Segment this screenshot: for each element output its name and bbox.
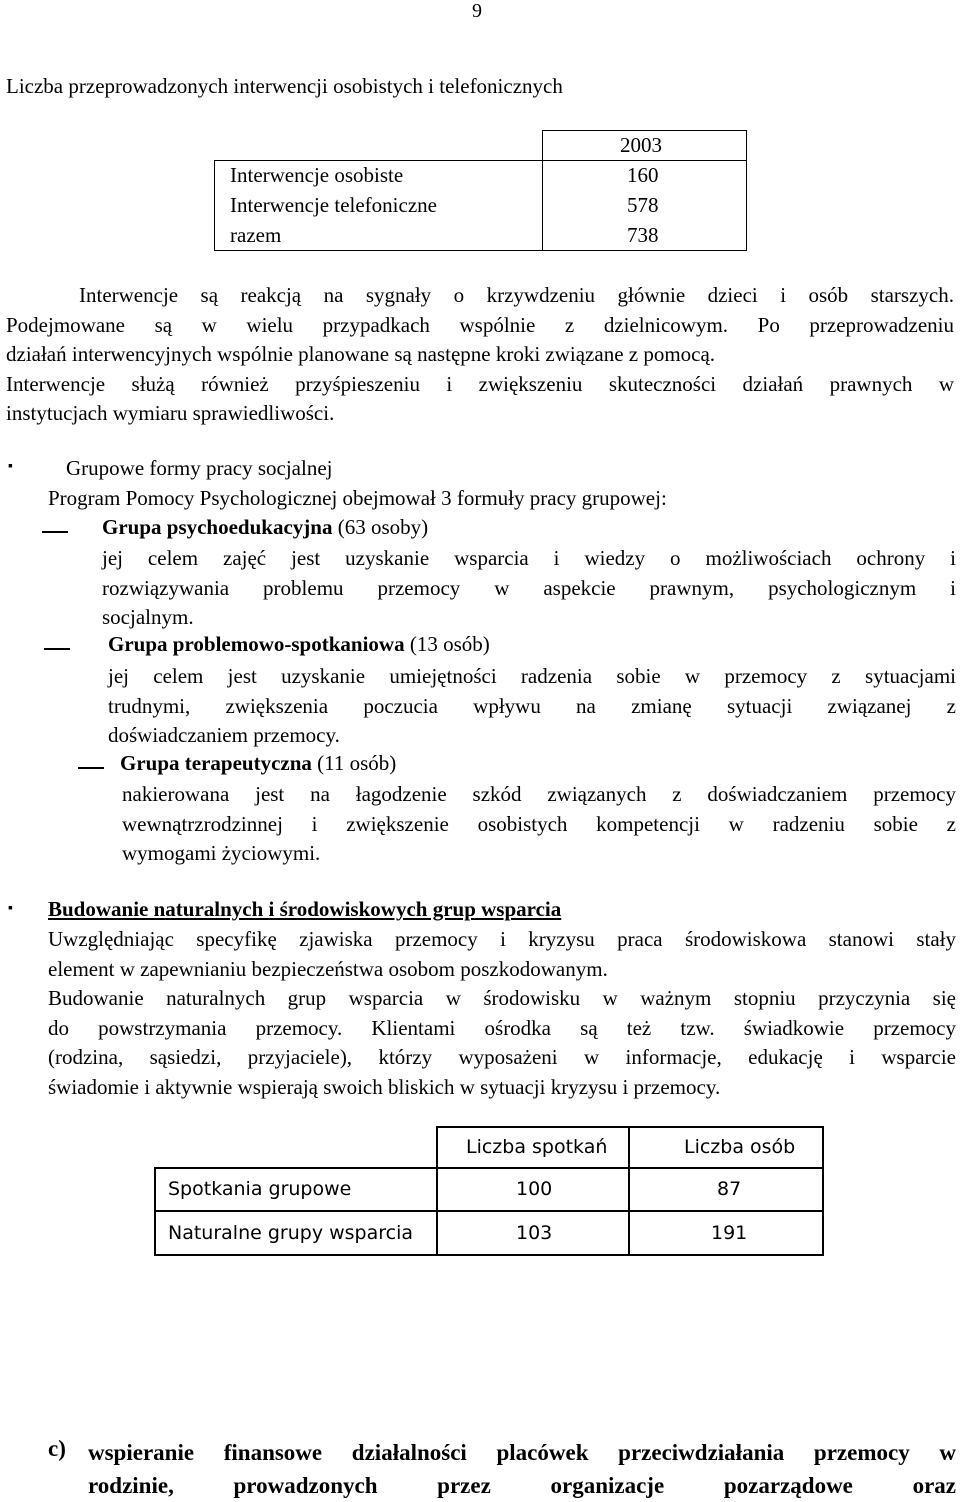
group-heading: [108, 632, 490, 657]
table-border: [436, 1126, 824, 1128]
page-number: 9: [472, 0, 482, 22]
text-line: rodzinie, prowadzonych przez organizacje pozarządowe oraz: [88, 1473, 956, 1498]
text-line: działań interwencyjnych wspólnie planowane są następne kroki związane z pomocą.: [6, 342, 716, 366]
row-value: 738: [627, 223, 659, 247]
text-line: jej celem jest uzyskanie umiejętności radzenia sobie w przemocy z sytuacjami: [108, 664, 956, 688]
row-value: 578: [627, 193, 659, 217]
table-border: [436, 1126, 438, 1256]
text-line: jej celem zajęć jest uzyskanie wsparcia i wiedzy o możliwościach ochrony i: [102, 546, 956, 570]
group-heading: [120, 751, 396, 776]
text-line: rozwiązywania problemu przemocy w aspekcie prawnym, psychologicznym i: [102, 575, 956, 600]
row-label: Interwencje osobiste: [230, 163, 404, 187]
text-line: element w zapewnianiu bezpieczeństwa osobom poszkodowanym.: [48, 956, 608, 981]
group-name: Grupa problemowo-spotkaniowa: [108, 632, 405, 656]
support-paragraph: [48, 925, 956, 1102]
table-border: [628, 1126, 630, 1256]
table-border: [214, 160, 215, 251]
meetings-table: [154, 1126, 824, 1256]
table-border: [542, 160, 543, 251]
interventions-table: [214, 130, 747, 251]
text-line: doświadczaniem przemocy.: [108, 723, 340, 747]
section-title-group-work: Grupowe formy pracy socjalnej: [66, 456, 333, 480]
group-description: [122, 780, 956, 869]
text-line: nakierowana jest na łagodzenie szkód związanych z doświadczaniem przemocy: [122, 782, 956, 806]
text-line: Interwencje służą również przyśpieszeniu i zwiększeniu skuteczności działań prawnych w: [6, 371, 954, 396]
dash-icon: [42, 531, 68, 533]
interventions-paragraph: [6, 281, 954, 429]
group-description: [108, 662, 956, 751]
text-line: wymogami życiowymi.: [122, 841, 321, 865]
text-line: Podejmowane są w wielu przypadkach wspólnie z dzielnicowym. Po przeprowadzeniu: [6, 312, 954, 337]
group-description: [102, 544, 956, 633]
dash-icon: [44, 648, 70, 650]
text-line: do powstrzymania przemocy. Klientami ośrodka są też tzw. świadkowie przemocy: [48, 1015, 956, 1040]
text-line: świadomie i aktywnie wspierają swoich bliskich w sytuacji kryzysu i przemocy.: [48, 1074, 721, 1099]
bullet-icon: ▪: [8, 459, 13, 474]
text-line: socjalnym.: [102, 605, 194, 629]
column-header: Liczba spotkań: [466, 1136, 608, 1158]
text-line: wspieranie finansowe działalności placówek przeciwdziałania przemocy w: [88, 1440, 956, 1465]
group-heading: [102, 515, 428, 540]
text-line: trudnymi, zwiększenia poczucia wpływu na zmianę sytuacji związanej z: [108, 693, 956, 718]
row-label: Interwencje telefoniczne: [230, 193, 437, 217]
section-title-support-groups: Budowanie naturalnych i środowiskowych grup wsparcia: [48, 897, 562, 921]
row-value: 160: [627, 163, 659, 187]
group-count: (11 osób): [317, 751, 397, 775]
text-line: wewnątrzrodzinnej i zwiększenie osobistych kompetencji w radzeniu sobie z: [122, 811, 956, 836]
table-border: [746, 130, 747, 251]
cell-meetings: 103: [516, 1222, 553, 1244]
section-heading-interventions: Liczba przeprowadzonych interwencji osobistych i telefonicznych: [6, 74, 563, 98]
text-line: Uwzględniając specyfikę zjawiska przemocy i kryzysu praca środowiskowa stanowi stały: [48, 927, 956, 951]
dash-icon: [78, 767, 104, 769]
group-name: Grupa psychoedukacyjna: [102, 515, 333, 539]
group-name: Grupa terapeutyczna: [120, 751, 312, 775]
text-line: instytucjach wymiaru sprawiedliwości.: [6, 401, 335, 425]
group-count: (63 osoby): [337, 515, 429, 539]
cell-people: 191: [711, 1222, 748, 1244]
cell-people: 87: [717, 1178, 742, 1200]
table-border: [154, 1167, 824, 1169]
table-border: [154, 1254, 824, 1256]
table-border: [154, 1210, 824, 1212]
row-label: Naturalne grupy wsparcia: [168, 1222, 414, 1244]
section-intro: Program Pomocy Psychologicznej obejmował 3 formuły pracy grupowej:: [48, 486, 667, 510]
year-header: 2003: [620, 133, 662, 157]
group-count: (13 osób): [409, 632, 490, 656]
table-border: [822, 1126, 824, 1256]
row-label: Spotkania grupowe: [168, 1178, 352, 1200]
footer-item-c: [88, 1436, 956, 1502]
list-marker: c): [48, 1436, 66, 1461]
table-border: [214, 250, 747, 251]
row-label: razem: [230, 223, 282, 247]
cell-meetings: 100: [516, 1178, 553, 1200]
text-line: (rodzina, sąsiedzi, przyjaciele), którzy wyposażeni w informacje, edukację i wsparcie: [48, 1045, 956, 1069]
table-border: [214, 160, 747, 161]
bullet-icon: ▪: [8, 901, 13, 916]
table-border: [542, 130, 747, 131]
text-line: Budowanie naturalnych grup wsparcia w środowisku w ważnym stopniu przyczynia się: [48, 986, 956, 1010]
column-header: Liczba osób: [684, 1136, 796, 1158]
text-line: Interwencje są reakcją na sygnały o krzywdzeniu głównie dzieci i osób starszych.: [79, 283, 954, 307]
table-border: [542, 130, 543, 160]
